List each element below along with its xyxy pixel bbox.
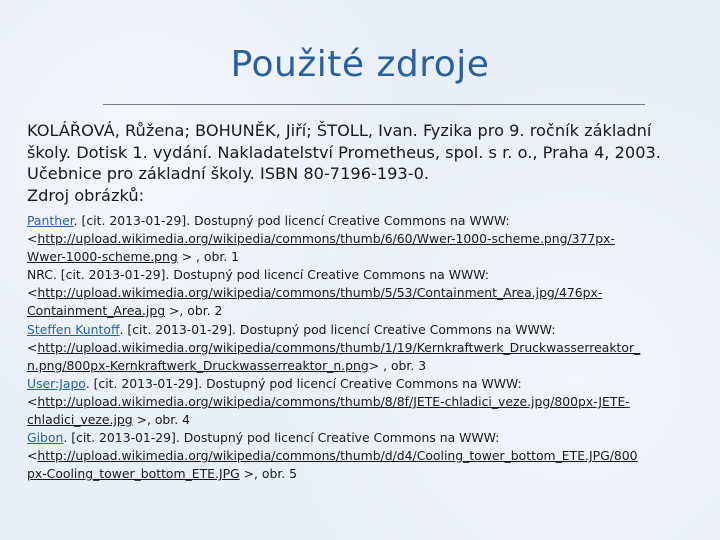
author-name: NRC — [27, 267, 53, 283]
url-link[interactable]: chladici_veze.jpg — [27, 412, 133, 428]
ref-url-line — [27, 411, 697, 429]
author-link[interactable]: Steffen Kuntoff — [27, 321, 120, 337]
author-link[interactable]: User:Japo — [27, 375, 86, 391]
ref-url-line: <http://upload.wikimedia.org/wikipedia/commons/thumb/6/60/Wwer-1000-scheme.png/377px- — [27, 231, 615, 247]
figure-ref: >, obr. 4 — [132, 412, 191, 428]
ref-info: . [cit. 2013-01-29]. Dostupný pod licencí Creative Commons na WWW: — [119, 321, 556, 337]
ref-url-line: <http://upload.wikimedia.org/wikipedia/commons/thumb/8/8f/JETE-chladici_veze.jpg/800px-JETE- — [27, 393, 630, 409]
ref-header — [27, 375, 697, 393]
ref-url-line: <http://upload.wikimedia.org/wikipedia/commons/thumb/5/53/Containment_Area.jpg/476px- — [27, 285, 603, 301]
image-references — [27, 212, 697, 483]
figure-ref: >, obr. 2 — [165, 303, 223, 319]
ref-url-line — [27, 248, 697, 266]
url-link[interactable]: http://upload.wikimedia.org/wikipedia/commons/thumb/1/19/Kernkraftwerk_Druckwasserreaktor_ — [37, 339, 641, 355]
ref-url-line — [27, 302, 697, 320]
url-link[interactable]: Containment_Area.jpg — [27, 303, 166, 319]
url-link[interactable]: Wwer-1000-scheme.png — [27, 249, 178, 265]
image-sources-heading: Zdroj obrázků: — [27, 185, 145, 205]
figure-ref: > , obr. 1 — [177, 249, 240, 265]
url-link[interactable]: http://upload.wikimedia.org/wikipedia/commons/thumb/5/53/Containment_Area.jpg/476px- — [37, 285, 603, 301]
url-link[interactable]: px-Cooling_tower_bottom_ETE.JPG — [27, 466, 240, 482]
author-link[interactable]: Gibon — [27, 430, 64, 446]
ref-url-line: <http://upload.wikimedia.org/wikipedia/commons/thumb/d/d4/Cooling_tower_bottom_ETE.JPG/800 — [27, 448, 638, 464]
ref-info: . [cit. 2013-01-29]. Dostupný pod licencí Creative Commons na WWW: — [85, 375, 522, 391]
page-title: Použité zdroje — [230, 44, 490, 85]
main-citation — [27, 120, 697, 206]
citation-line: KOLÁŘOVÁ, Růžena; BOHUNĚK, Jiří; ŠTOLL, Ivan. Fyzika pro 9. ročník základní — [27, 121, 652, 140]
ref-header — [27, 266, 697, 284]
ref-header — [27, 321, 697, 339]
url-link[interactable]: http://upload.wikimedia.org/wikipedia/commons/thumb/d/d4/Cooling_tower_bottom_ETE.JPG/800 — [37, 448, 638, 464]
figure-ref: >, obr. 5 — [239, 466, 298, 482]
ref-header — [27, 429, 697, 447]
url-link[interactable]: http://upload.wikimedia.org/wikipedia/commons/thumb/6/60/Wwer-1000-scheme.png/377px- — [37, 231, 615, 247]
url-link[interactable]: n.png/800px-Kernkraftwerk_Druckwasserreaktor_n.png — [27, 357, 369, 373]
ref-url-line: <http://upload.wikimedia.org/wikipedia/commons/thumb/1/19/Kernkraftwerk_Druckwasserreaktor_ — [27, 339, 641, 355]
author-link[interactable]: Panther — [27, 213, 74, 228]
ref-info: . [cit. 2013-01-29]. Dostupný pod licencí Creative Commons na WWW: — [63, 430, 500, 446]
figure-ref: > , obr. 3 — [368, 357, 427, 373]
citation-line: školy. Dotisk 1. vydání. Nakladatelství Prometheus, spol. s r. o., Praha 4, 2003. — [27, 142, 661, 162]
citation-line: Učebnice pro základní školy. ISBN 80-7196-193-0. — [27, 164, 430, 183]
title-divider — [103, 104, 645, 105]
ref-url-line — [27, 357, 697, 375]
ref-url-line — [27, 465, 697, 483]
ref-info: . [cit. 2013-01-29]. Dostupný pod licencí Creative Commons na WWW: — [73, 213, 510, 228]
url-link[interactable]: http://upload.wikimedia.org/wikipedia/commons/thumb/8/8f/JETE-chladici_veze.jpg/800px-JETE- — [37, 393, 630, 409]
ref-header — [27, 212, 697, 230]
ref-info: . [cit. 2013-01-29]. Dostupný pod licencí Creative Commons na WWW: — [52, 267, 489, 283]
